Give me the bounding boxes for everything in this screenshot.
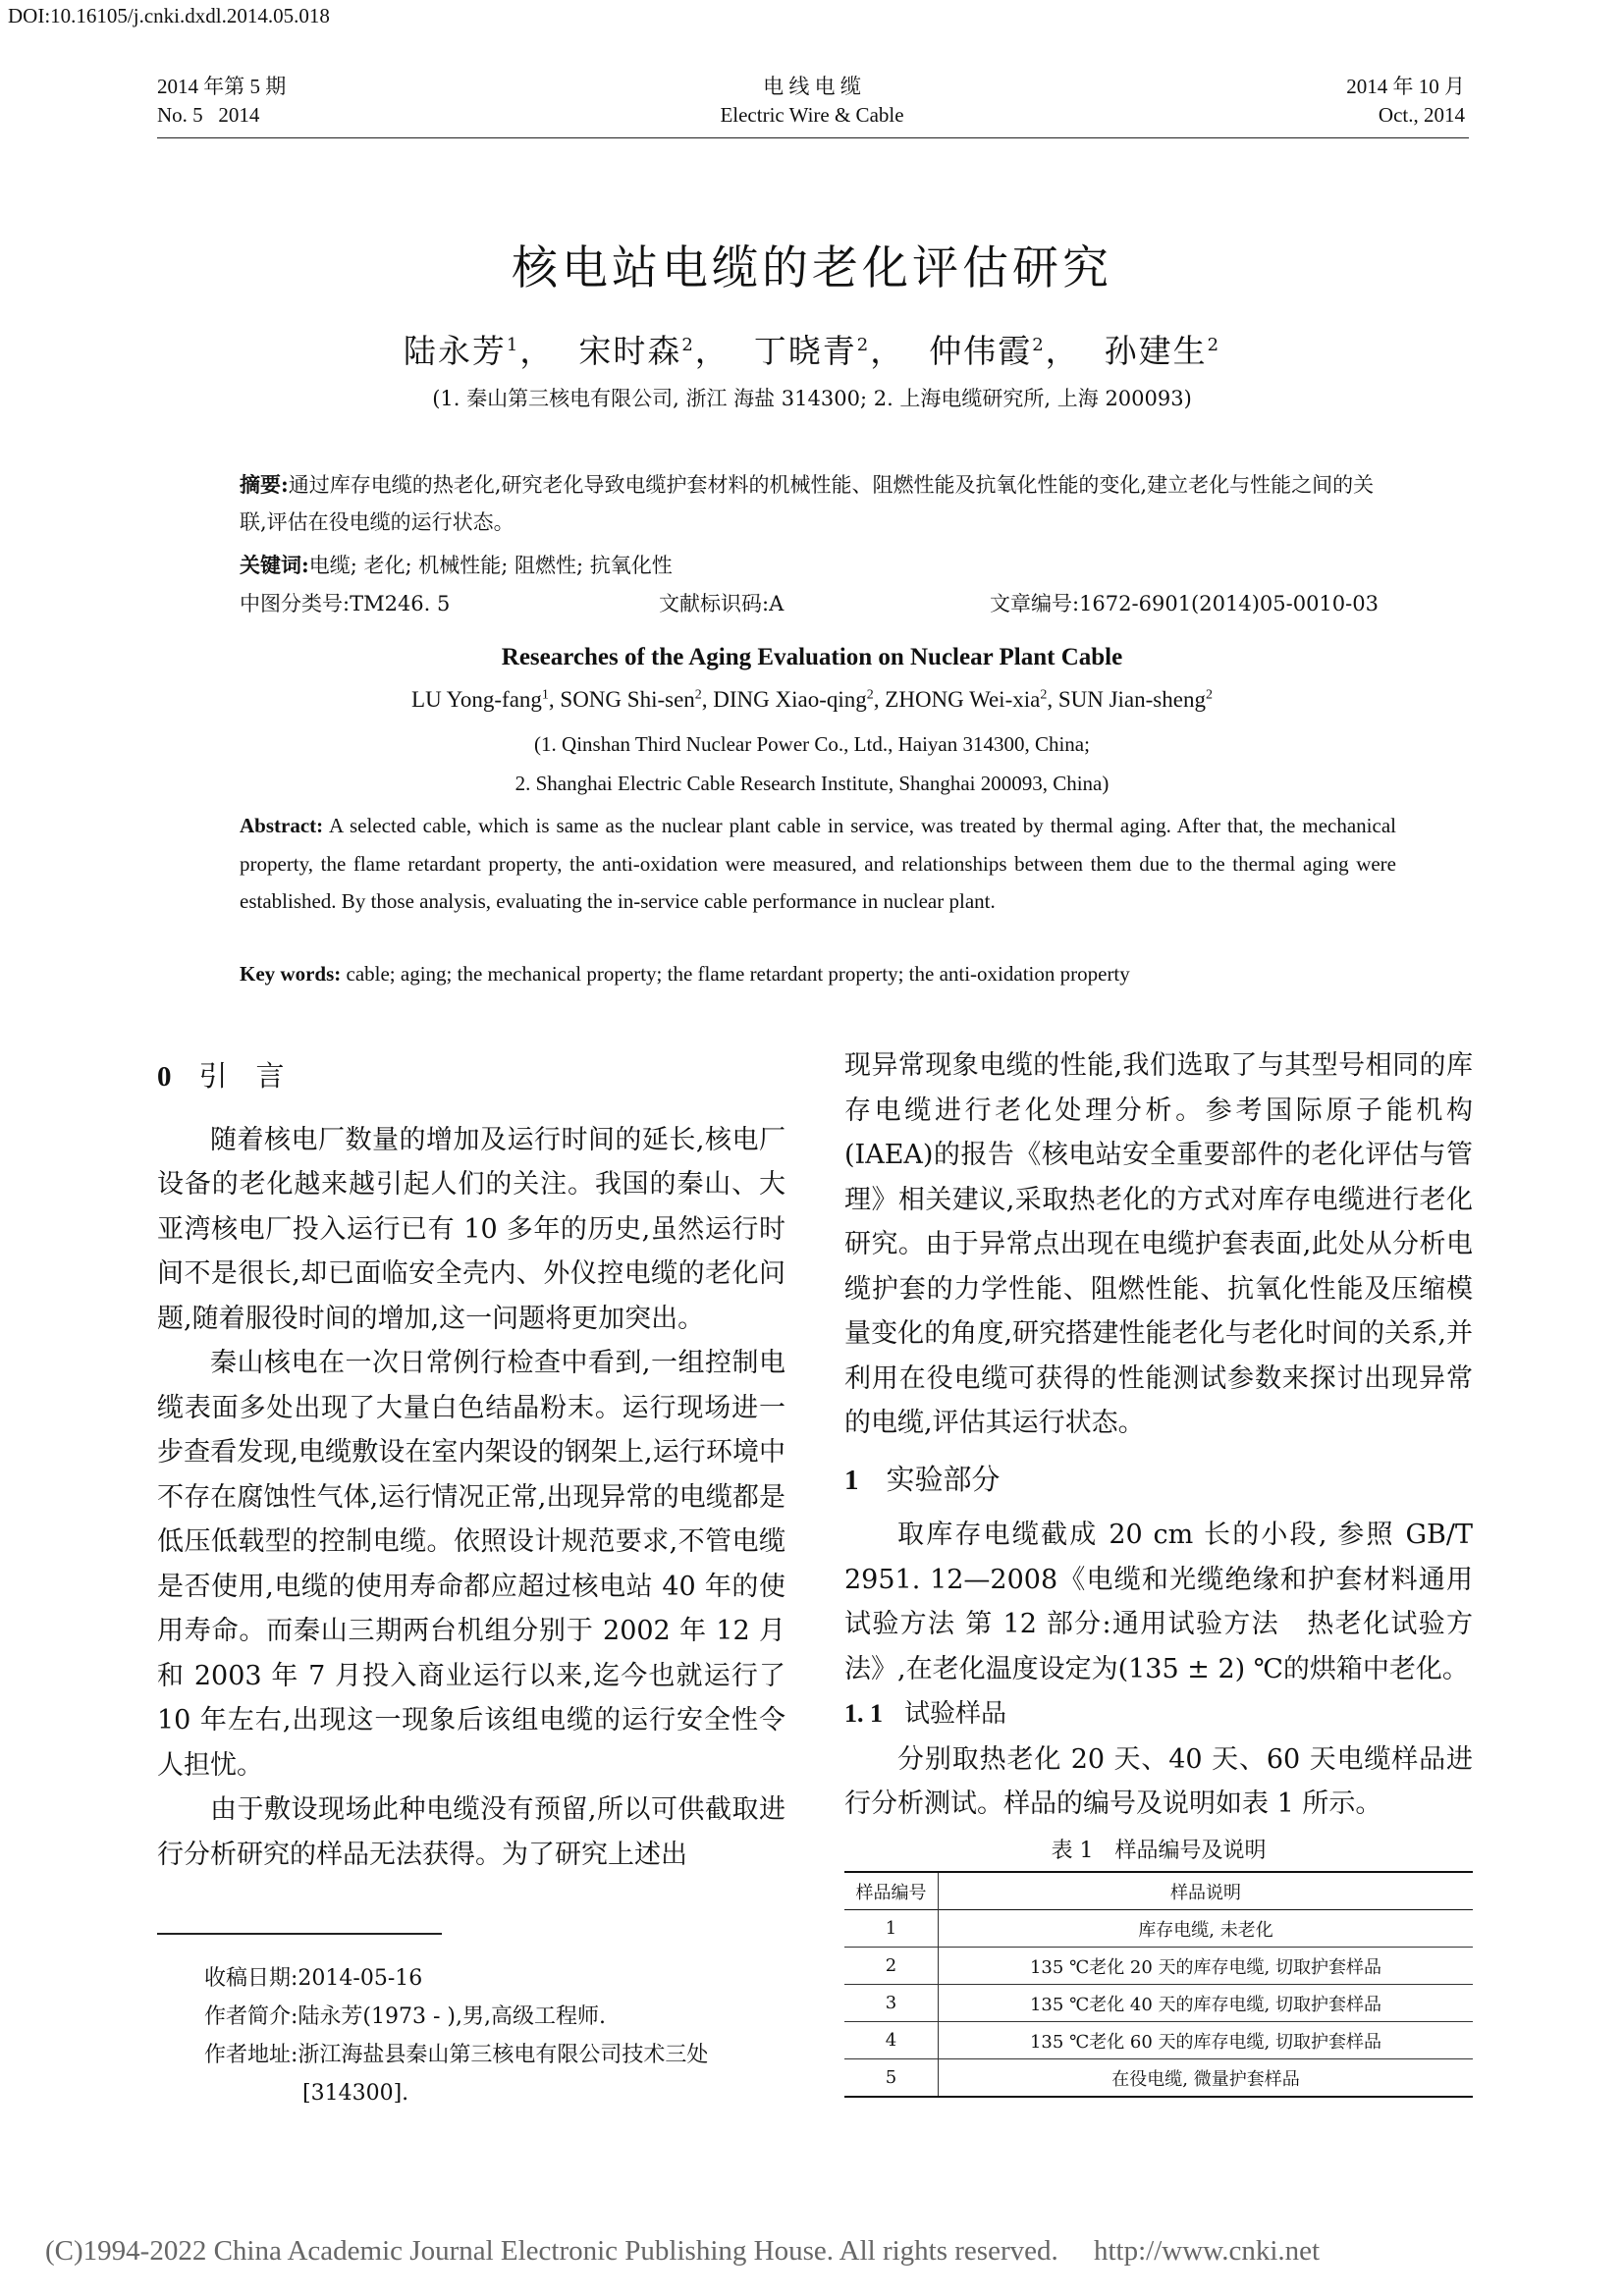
header-journal-cn: 电 线 电 缆	[763, 75, 861, 98]
author-aff: 2	[1207, 335, 1221, 355]
header-journal-en: Electric Wire & Cable	[720, 103, 904, 127]
table-row	[844, 2022, 1473, 2059]
author-aff: 1	[506, 335, 520, 355]
doi-label: DOI:10.16105/j.cnki.dxdl.2014.05.018	[8, 4, 330, 27]
subsection-title: 试验样品	[904, 1699, 1007, 1729]
sample-table	[844, 1871, 1473, 2098]
author-aff: 2	[1205, 687, 1213, 703]
table-cell: 2	[844, 1948, 939, 1985]
table-cell: 在役电缆, 微量护套样品	[1111, 2068, 1300, 2090]
authors-en: LU Yong-fang$^1$, SONG Shi-sen$^2$, DING Xiao-qing$^2$, ZHONG Wei-xia$^2$, SUN Jian-sheng$^2$	[411, 687, 1213, 712]
paragraph: 秦山核电在一次日常例行检查中看到,一组控制电缆表面多处出现了大量白色结晶粉末。运行现场进一步查看发现,电缆敷设在室内架设的钢架上,运行环境中不存在腐蚀性气体,运行情况正常,出现异常的电缆都是低压低载型的控制电缆。依照设计规范要求,不管电缆是否使用,电缆的使用寿命都应超过核电站 40 年的使用寿命。而秦山三期两台机组分别于 2002 年 12 月和 2003 年 7 月投入商业运行以来,迄今也就运行了 10 年左右,出现这一现象后该组电缆的运行安全性令人担忧。	[157, 1348, 785, 1781]
paper-title-cn: 核电站电缆的老化评估研究	[512, 241, 1112, 295]
abstract-cn	[240, 466, 1398, 541]
author-aff: 2	[1032, 335, 1046, 355]
header-divider	[157, 137, 1469, 138]
paragraph: 现异常现象电缆的性能,我们选取了与其型号相同的库存电缆进行老化处理分析。参考国际原子能机构(IAEA)的报告《核电站安全重要部件的老化评估与管理》相关建议,采取热老化的方式对库存电缆进行老化研究。由于异常点出现在电缆护套表面,此处从分析电缆护套的力学性能、阻燃性能、抗氧化性能及压缩模量变化的角度,研究搭建性能老化与老化时间的关系,并利用在役电缆可获得的性能测试参数来探讨出现异常的电缆,评估其运行状态。	[844, 1050, 1473, 1438]
copyright-footer: (C)1994-2022 China Academic Journal Electronic Publishing House. All rights reserved. http://www.cnki.net	[45, 2235, 1321, 2267]
keywords-en	[240, 962, 1396, 987]
author-cn: 宋时森	[578, 332, 682, 370]
affiliation-en-2: 2. Shanghai Electric Cable Research Institute, Shanghai 200093, China)	[514, 772, 1110, 795]
author-aff: 2	[694, 687, 702, 703]
table-header-cell: 样品说明	[1170, 1882, 1241, 1903]
footnote-divider	[157, 1933, 442, 1935]
table-row	[844, 1910, 1473, 1948]
author-en: SONG Shi-sen	[560, 687, 695, 712]
section-title: 引 言	[198, 1059, 285, 1093]
author-cn: 孙建生	[1104, 332, 1208, 370]
table-cell: 135 ℃老化 20 天的库存电缆, 切取护套样品	[1029, 1956, 1381, 1978]
header-date-en: Oct., 2014	[1378, 103, 1465, 127]
table-row	[844, 1948, 1473, 1985]
table-cell: 135 ℃老化 60 天的库存电缆, 切取护套样品	[1029, 2031, 1381, 2053]
affiliation-cn: (1. 秦山第三核电有限公司, 浙江 海盐 314300; 2. 上海电缆研究所, 上海 200093)	[432, 387, 1192, 410]
affiliation-en-1: (1. Qinshan Third Nuclear Power Co., Ltd., Haiyan 314300, China;	[534, 732, 1090, 756]
section-title: 实验部分	[886, 1462, 1001, 1496]
section-heading	[844, 1458, 1473, 1504]
section-heading	[157, 1054, 785, 1100]
header-date-cn: 2014 年 10 月	[1346, 75, 1465, 98]
paragraph: 取库存电缆截成 20 cm 长的小段, 参照 GB/T 2951. 12—2008《电缆和光缆绝缘和护套材料通用试验方法 第 12 部分:通用试验方法 热老化试验方法》,在老化温度设定为(135 ± 2) ℃的烘箱中老化。	[844, 1520, 1473, 1684]
abstract-en-label: Abstract:	[240, 814, 324, 837]
author-en: ZHONG Wei-xia	[885, 687, 1041, 712]
header-issue-cn: 2014 年第 5 期	[157, 75, 287, 98]
table-cell: 4	[844, 2022, 939, 2059]
table-cell: 135 ℃老化 40 天的库存电缆, 切取护套样品	[1029, 1994, 1381, 2015]
author-aff: 2	[681, 335, 695, 355]
paragraph: 分别取热老化 20 天、40 天、60 天电缆样品进行分析测试。样品的编号及说明如表 1 所示。	[844, 1743, 1473, 1819]
right-column	[844, 1043, 1473, 1827]
footnote-address-cont: [314300].	[302, 2081, 409, 2106]
author-cn: 仲伟霞	[929, 332, 1033, 370]
abstract-en	[240, 807, 1396, 921]
paragraph: 随着核电厂数量的增加及运行时间的延长,核电厂设备的老化越来越引起人们的关注。我国的秦山、大亚湾核电厂投入运行已有 10 多年的历史,虽然运行时间不是很长,却已面临安全壳内、外仪控电缆的老化问题,随着服役时间的增加,这一问题将更加突出。	[157, 1124, 785, 1334]
document-code: 文献标识码:A	[659, 592, 785, 615]
paragraph: 由于敷设现场此种电缆没有预留,所以可供截取进行分析研究的样品无法获得。为了研究上述出	[157, 1794, 785, 1870]
article-number: 文章编号:1672-6901(2014)05-0010-03	[990, 592, 1379, 615]
keywords-cn-text: 电缆; 老化; 机械性能; 阻燃性; 抗氧化性	[308, 554, 673, 577]
footnote-received: 收稿日期:2014-05-16	[204, 1966, 423, 1991]
subsection-heading	[844, 1691, 1473, 1737]
authors-cn: 陆永芳$^1$， 宋时森$^2$， 丁晓青$^2$， 仲伟霞$^2$， 孙建生$^2$	[403, 332, 1221, 370]
subsection-number: 1. 1	[844, 1699, 883, 1728]
footnote-author-bio: 作者简介:陆永芳(1973 - ),男,高级工程师.	[204, 2004, 606, 2029]
header-issue-en: No. 5 2014	[157, 103, 260, 127]
keywords-cn	[240, 547, 1398, 584]
table-cell: 库存电缆, 未老化	[1138, 1919, 1273, 1941]
author-en: SUN Jian-sheng	[1057, 687, 1206, 712]
header-date	[1346, 73, 1465, 130]
paper-title-en: Researches of the Aging Evaluation on Nuclear Plant Cable	[501, 644, 1123, 670]
table-row	[844, 1985, 1473, 2022]
table-cell: 5	[844, 2059, 939, 2098]
left-column	[157, 1054, 785, 1877]
author-aff: 1	[541, 687, 549, 703]
keywords-en-label: Key words:	[240, 962, 342, 986]
abstract-cn-text: 通过库存电缆的热老化,研究老化导致电缆护套材料的机械性能、阻燃性能及抗氧化性能的变化,建立老化与性能之间的关联,评估在役电缆的运行状态。	[240, 473, 1375, 534]
author-aff: 2	[856, 335, 871, 355]
clc-number: 中图分类号:TM246. 5	[240, 592, 451, 615]
footnote-address: 作者地址:浙江海盐县秦山第三核电有限公司技术三处	[204, 2043, 709, 2067]
table-caption: 表 1 样品编号及说明	[1051, 1839, 1267, 1863]
abstract-cn-label: 摘要:	[240, 472, 289, 497]
author-cn: 丁晓青	[753, 332, 857, 370]
author-aff: 2	[1040, 687, 1048, 703]
table-header-cell: 样品编号	[844, 1872, 939, 1910]
table-cell: 3	[844, 1985, 939, 2022]
table-cell: 1	[844, 1910, 939, 1948]
keywords-en-text: cable; aging; the mechanical property; the flame retardant property; the anti-oxidation property	[341, 962, 1130, 986]
author-en: DING Xiao-qing	[713, 687, 867, 712]
author-cn: 陆永芳	[403, 332, 507, 370]
author-en: LU Yong-fang	[411, 687, 542, 712]
section-number: 1	[844, 1464, 859, 1496]
author-aff: 2	[866, 687, 874, 703]
table-row	[844, 2059, 1473, 2098]
abstract-en-text: A selected cable, which is same as the nuclear plant cable in service, was treated by thermal aging. After that, the mechanical property, the flame retardant property, the anti-oxidation were measured, and relationships between them due to the thermal aging were established. By those analysis, evaluating the in-service cable performance in nuclear plant.	[240, 814, 1396, 913]
keywords-cn-label: 关键词:	[240, 553, 309, 577]
table-header-row	[844, 1872, 1473, 1910]
section-number: 0	[157, 1061, 172, 1093]
